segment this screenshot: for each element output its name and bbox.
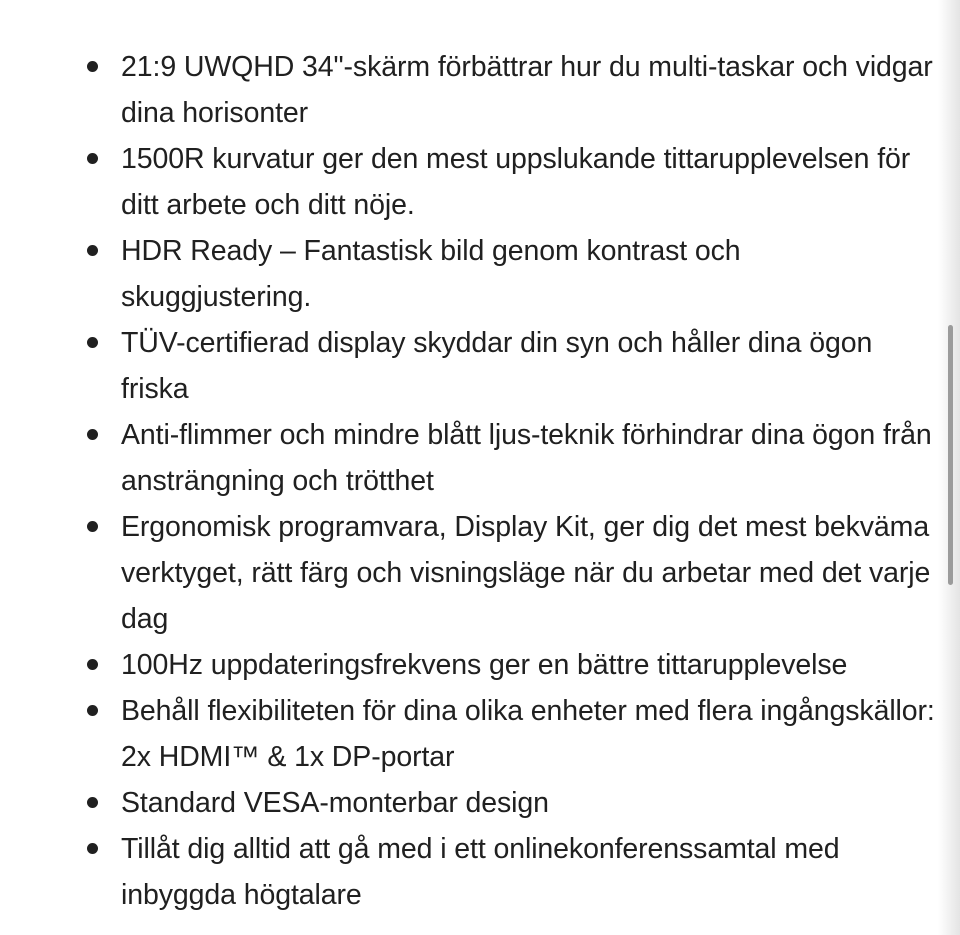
feature-text: Anti-flimmer och mindre blått ljus-teknik förhindrar dina ögon från ansträngning och trötthet bbox=[121, 419, 932, 497]
scrollbar-thumb[interactable] bbox=[948, 325, 953, 585]
bullet-icon bbox=[87, 245, 98, 256]
list-item bbox=[0, 136, 935, 228]
bullet-icon bbox=[87, 659, 98, 670]
list-item bbox=[0, 504, 935, 642]
feature-text: 1500R kurvatur ger den mest uppslukande tittarupplevelsen för ditt arbete och ditt nöje. bbox=[121, 143, 911, 221]
list-item bbox=[0, 412, 935, 504]
scrollbar-track[interactable] bbox=[946, 0, 960, 935]
list-item bbox=[0, 642, 935, 688]
feature-text: HDR Ready – Fantastisk bild genom kontrast och skuggjustering. bbox=[121, 235, 741, 313]
bullet-icon bbox=[87, 705, 98, 716]
bullet-icon bbox=[87, 797, 98, 808]
feature-text: Behåll flexibiliteten för dina olika enheter med flera ingångskällor: 2x HDMI™ & 1x DP-portar bbox=[121, 695, 935, 773]
product-description bbox=[0, 44, 935, 918]
list-item bbox=[0, 780, 935, 826]
feature-text: Ergonomisk programvara, Display Kit, ger dig det mest bekväma verktyget, rätt färg och visningsläge när du arbetar med det varje dag bbox=[121, 511, 931, 635]
bullet-icon bbox=[87, 521, 98, 532]
feature-text: 100Hz uppdateringsfrekvens ger en bättre tittarupplevelse bbox=[121, 649, 848, 681]
list-item bbox=[0, 228, 935, 320]
list-item bbox=[0, 44, 935, 136]
bullet-icon bbox=[87, 337, 98, 348]
list-item bbox=[0, 688, 935, 780]
feature-text: Standard VESA-monterbar design bbox=[121, 787, 549, 819]
bullet-icon bbox=[87, 429, 98, 440]
feature-text: Tillåt dig alltid att gå med i ett onlinekonferenssamtal med inbyggda högtalare bbox=[121, 833, 840, 911]
bullet-icon bbox=[87, 843, 98, 854]
bullet-icon bbox=[87, 61, 98, 72]
feature-text: 21:9 UWQHD 34"-skärm förbättrar hur du multi-taskar och vidgar dina horisonter bbox=[121, 51, 933, 129]
list-item bbox=[0, 826, 935, 918]
feature-list bbox=[0, 44, 935, 918]
list-item bbox=[0, 320, 935, 412]
bullet-icon bbox=[87, 153, 98, 164]
feature-text: TÜV-certifierad display skyddar din syn och håller dina ögon friska bbox=[121, 327, 873, 405]
